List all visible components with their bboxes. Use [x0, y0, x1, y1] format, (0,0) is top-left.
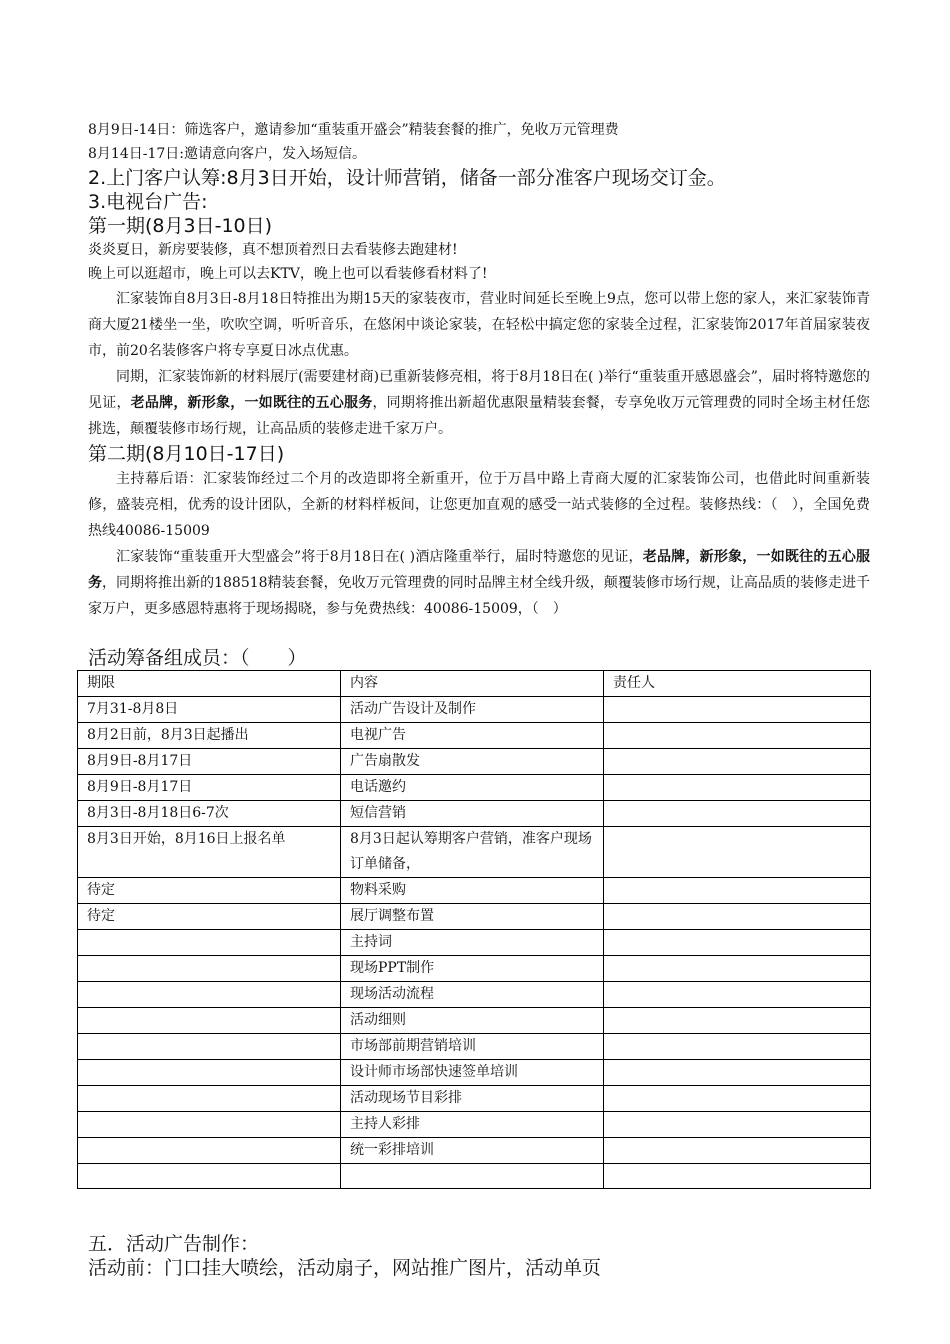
cell-period	[78, 1086, 341, 1112]
cell-owner	[604, 827, 871, 878]
cell-content: 8月3日起认筹期客户营销，准客户现场订单储备，	[341, 827, 604, 878]
cell-content: 主持词	[341, 930, 604, 956]
table-row	[78, 1060, 871, 1086]
cell-period: 8月3日开始，8月16日上报名单	[78, 827, 341, 878]
cell-period: 7月31-8月8日	[78, 697, 341, 723]
table-row	[78, 697, 871, 723]
cell-period	[78, 1034, 341, 1060]
cell-period	[78, 1112, 341, 1138]
table-row	[78, 982, 871, 1008]
cell-content: 电话邀约	[341, 775, 604, 801]
cell-period	[78, 1008, 341, 1034]
header-owner: 责任人	[604, 671, 871, 697]
cell-content: 电视广告	[341, 723, 604, 749]
table-header-row	[78, 671, 871, 697]
cell-period	[78, 1138, 341, 1164]
cell-owner	[604, 801, 871, 827]
phase2-paragraph-a: 主持幕后语：汇家装饰经过二个月的改造即将全新重开，位于万昌中路上青商大厦的汇家装饰公司，也借此时间重新装修，盛装亮相，优秀的设计团队，全新的材料样板间，让您更加直观的感受一站式装修的全过程。装修热线：（ ），全国免费热线40086-15009	[88, 471, 870, 539]
cell-content: 活动广告设计及制作	[341, 697, 604, 723]
cell-owner	[604, 1086, 871, 1112]
phase1-line-b: 晚上可以逛超市，晚上可以去KTV，晚上也可以看装修看材料了!	[88, 266, 488, 282]
section5-heading: 五．活动广告制作：	[88, 1233, 260, 1255]
header-period: 期限	[78, 671, 341, 697]
cell-period	[78, 930, 341, 956]
heading-door-customers: 2.上门客户认筹:8月3日开始，设计师营销，储备一部分准客户现场交订金。	[88, 167, 726, 189]
cell-owner	[604, 1112, 871, 1138]
cell-period: 待定	[78, 878, 341, 904]
phase1-d-part2: ，同期将推出新超优惠限量精装套餐，专享免收万元管理费的同时全场主材任您挑选，颠覆装修市场行规，让高品质的装修走进千家万户。	[88, 395, 871, 437]
phase2-paragraph-b	[88, 544, 870, 622]
cell-owner	[604, 956, 871, 982]
cell-owner	[604, 697, 871, 723]
cell-period: 8月9日-8月17日	[78, 749, 341, 775]
cell-period: 8月9日-8月17日	[78, 775, 341, 801]
table-row	[78, 749, 871, 775]
cell-owner	[604, 775, 871, 801]
cell-period	[78, 982, 341, 1008]
cell-content: 展厅调整布置	[341, 904, 604, 930]
cell-content: 活动细则	[341, 1008, 604, 1034]
cell-content: 市场部前期营销培训	[341, 1034, 604, 1060]
cell-owner	[604, 1060, 871, 1086]
phase1-d-bold: 老品牌，新形象，一如既往的五心服务	[130, 395, 373, 411]
cell-period: 8月3日-8月18日6-7次	[78, 801, 341, 827]
cell-period: 待定	[78, 904, 341, 930]
cell-owner	[604, 1138, 871, 1164]
cell-content: 活动现场节目彩排	[341, 1086, 604, 1112]
cell-owner	[604, 1034, 871, 1060]
cell-owner	[604, 723, 871, 749]
cell-owner	[604, 904, 871, 930]
schedule-table	[77, 670, 871, 1189]
team-members-label: 活动筹备组成员：（ ）	[88, 647, 307, 669]
line-aug14-17: 8月14日-17日:邀请意向客户，发入场短信。	[88, 146, 366, 162]
section5-pre-event: 活动前：门口挂大喷绘，活动扇子，网站推广图片，活动单页	[88, 1257, 602, 1279]
phase1-title: 第一期(8月3日-10日)	[88, 215, 273, 237]
table-row	[78, 878, 871, 904]
cell-content: 短信营销	[341, 801, 604, 827]
table-row	[78, 1164, 871, 1189]
table-row	[78, 904, 871, 930]
phase1-paragraph-d	[88, 364, 870, 442]
cell-content: 主持人彩排	[341, 1112, 604, 1138]
phase2-b-bold: 老品牌，新形象，一如既往的五心服务	[88, 549, 870, 591]
ad-production-section	[88, 1232, 601, 1280]
cell-owner	[604, 930, 871, 956]
phase2-title: 第二期(8月10日-17日)	[88, 443, 285, 465]
cell-period	[78, 1164, 341, 1189]
phase1-d-part1: 同期，汇家装饰新的材料展厅(需要建材商)已重新装修亮相，将于8月18日在( )举行“重装重开感恩盛会”，届时将特邀您的见证，	[88, 369, 870, 411]
cell-content: 物料采购	[341, 878, 604, 904]
table-row	[78, 1008, 871, 1034]
cell-period: 8月2日前，8月3日起播出	[78, 723, 341, 749]
document-body	[88, 118, 870, 1189]
cell-content: 广告扇散发	[341, 749, 604, 775]
cell-owner	[604, 749, 871, 775]
table-row	[78, 956, 871, 982]
table-row	[78, 801, 871, 827]
table-row	[78, 723, 871, 749]
cell-content: 设计师市场部快速签单培训	[341, 1060, 604, 1086]
header-content: 内容	[341, 671, 604, 697]
cell-period	[78, 1060, 341, 1086]
cell-content: 现场PPT制作	[341, 956, 604, 982]
cell-owner	[604, 1164, 871, 1189]
cell-period	[78, 956, 341, 982]
phase1-paragraph-c: 汇家装饰自8月3日-8月18日特推出为期15天的家装夜市，营业时间延长至晚上9点，您可以带上您的家人，来汇家装饰青商大厦21楼坐一坐，吹吹空调，听听音乐，在悠闲中谈论家装，在轻松中搞定您的家装全过程，汇家装饰2017年首届家装夜市，前20名装修客户将专享夏日冰点优惠。	[88, 291, 870, 359]
table-row	[78, 1034, 871, 1060]
line-aug9-14: 8月9日-14日：筛选客户，邀请参加“重装重开盛会”精装套餐的推广，免收万元管理费	[88, 122, 619, 138]
cell-content: 现场活动流程	[341, 982, 604, 1008]
table-row	[78, 930, 871, 956]
cell-owner	[604, 878, 871, 904]
cell-content: 统一彩排培训	[341, 1138, 604, 1164]
phase1-line-a: 炎炎夏日，新房要装修，真不想顶着烈日去看装修去跑建材!	[88, 242, 458, 258]
cell-content	[341, 1164, 604, 1189]
cell-owner	[604, 1008, 871, 1034]
table-row	[78, 775, 871, 801]
phase2-b-part1: 汇家装饰“重装重开大型盛会”将于8月18日在( )酒店隆重举行，届时特邀您的见证，	[116, 549, 643, 565]
cell-owner	[604, 982, 871, 1008]
table-row	[78, 827, 871, 878]
table-row	[78, 1086, 871, 1112]
heading-tv-ads: 3.电视台广告:	[88, 191, 208, 213]
phase2-b-part2: ，同期将推出新的188518精装套餐，免收万元管理费的同时品牌主材全线升级，颠覆装修市场行规，让高品质的装修走进千家万户，更多感恩特惠将于现场揭晓，参与免费热线：40086-15009，（ ）	[88, 575, 870, 617]
table-row	[78, 1112, 871, 1138]
table-row	[78, 1138, 871, 1164]
